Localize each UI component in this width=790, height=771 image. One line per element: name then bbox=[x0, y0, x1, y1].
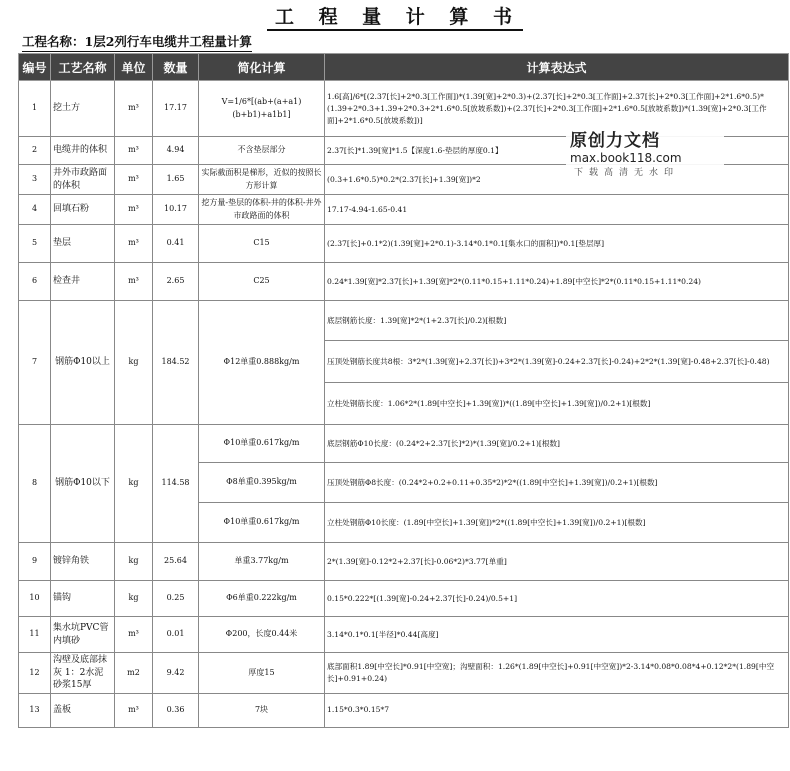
cell-name: 锚钩 bbox=[51, 581, 115, 617]
table-row bbox=[19, 617, 789, 653]
cell-no: 9 bbox=[19, 543, 51, 581]
table-row bbox=[19, 301, 789, 341]
cell-name: 盖板 bbox=[51, 693, 115, 727]
cell-unit: m³ bbox=[115, 225, 153, 263]
cell-no: 6 bbox=[19, 263, 51, 301]
cell-unit: m³ bbox=[115, 81, 153, 137]
cell-name: 电缆井的体积 bbox=[51, 137, 115, 165]
cell-name: 回填石粉 bbox=[51, 195, 115, 225]
cell-simple: 单重3.77kg/m bbox=[199, 543, 325, 581]
watermark-brand: 原创力文档 bbox=[570, 131, 660, 151]
cell-expr: 17.17-4.94-1.65-0.41 bbox=[325, 195, 789, 225]
cell-qty: 184.52 bbox=[153, 301, 199, 425]
cell-expr: (2.37[长]+0.1*2)(1.39[宽]+2*0.1)-3.14*0.1*0.1[集水口的面积])*0.1[垫层厚] bbox=[325, 225, 789, 263]
header-expr: 计算表达式 bbox=[325, 54, 789, 81]
watermark-url: max.book118.com bbox=[570, 151, 682, 165]
cell-qty: 1.65 bbox=[153, 165, 199, 195]
cell-unit: kg bbox=[115, 301, 153, 425]
header-name: 工艺名称 bbox=[51, 54, 115, 81]
cell-no: 3 bbox=[19, 165, 51, 195]
cell-name: 镀锌角铁 bbox=[51, 543, 115, 581]
cell-unit: m2 bbox=[115, 653, 153, 694]
table-row bbox=[19, 225, 789, 263]
header-unit: 单位 bbox=[115, 54, 153, 81]
cell-no: 2 bbox=[19, 137, 51, 165]
cell-expr: 0.15*0.222*[(1.39[宽]-0.24+2.37[长]-0.24)/0.5+1] bbox=[325, 581, 789, 617]
cell-unit: kg bbox=[115, 425, 153, 543]
cell-expr: 3.14*0.1*0.1[半径]*0.44[高度] bbox=[325, 617, 789, 653]
cell-expr: 立柱处钢筋长度：1.06*2*(1.89[中空长]+1.39[宽])*((1.89[中空长]+1.39[宽])/0.2+1)[根数] bbox=[325, 383, 789, 425]
cell-unit: m³ bbox=[115, 195, 153, 225]
cell-simple: Φ12单重0.888kg/m bbox=[199, 301, 325, 425]
cell-simple: V=1/6*[(ab+(a+a1)(b+b1)+a1b1] bbox=[199, 81, 325, 137]
cell-simple: Φ10单重0.617kg/m bbox=[199, 503, 325, 543]
cell-simple: Φ6单重0.222kg/m bbox=[199, 581, 325, 617]
cell-simple: Φ8单重0.395kg/m bbox=[199, 463, 325, 503]
cell-unit: kg bbox=[115, 581, 153, 617]
cell-unit: m³ bbox=[115, 617, 153, 653]
cell-no: 13 bbox=[19, 693, 51, 727]
table-row bbox=[19, 653, 789, 694]
cell-simple: 挖方量-垫层的体积-井的体积-井外市政路面的体积 bbox=[199, 195, 325, 225]
cell-expr: 立柱处钢筋Φ10长度：(1.89[中空长]+1.39[宽])*2*((1.89[中空长]+1.39[宽])/0.2+1)[根数] bbox=[325, 503, 789, 543]
table-row bbox=[19, 581, 789, 617]
cell-no: 11 bbox=[19, 617, 51, 653]
cell-name: 钢筋Φ10以上 bbox=[51, 301, 115, 425]
cell-unit: kg bbox=[115, 543, 153, 581]
cell-expr: 底层钢筋长度：1.39[宽]*2*(1+2.37[长]/0.2)[根数] bbox=[325, 301, 789, 341]
watermark-tagline: 下载高清无水印 bbox=[574, 168, 680, 178]
cell-name: 钢筋Φ10以下 bbox=[51, 425, 115, 543]
cell-simple: C25 bbox=[199, 263, 325, 301]
header-no: 编号 bbox=[19, 54, 51, 81]
cell-qty: 4.94 bbox=[153, 137, 199, 165]
cell-expr: 2.37[长]*1.39[宽]*1.5【深度1.6-垫层的厚度0.1】 bbox=[325, 137, 789, 165]
cell-expr: 1.6[高]/6*[(2.37[长]+2*0.3[工作面])*(1.39[宽]+2*0.3)+(2.37[长]+2*0.3[工作面]+2.37[长]+2*0.3[工作面]+2*1.6*0.5)*(1.39+2*0.3+1.39+2*0.3+2*1.6*0.5[放坡系数])+(2.37[长]+2*0.3[工作面]+2*1.6*0.5[放坡系数])*(1.39[宽]+2*0.3[工作面]+2*1.6*0.5[放坡系数])] bbox=[325, 81, 789, 137]
table-row bbox=[19, 425, 789, 463]
cell-simple: 7块 bbox=[199, 693, 325, 727]
cell-expr: 压顶处钢筋长度共8根：3*2*(1.39[宽]+2.37[长])+3*2*(1.39[宽]-0.24+2.37[长]-0.24)+2*2*(1.39[宽]-0.48+2.37[长]-0.48) bbox=[325, 341, 789, 383]
cell-name: 挖土方 bbox=[51, 81, 115, 137]
table-row bbox=[19, 543, 789, 581]
cell-no: 12 bbox=[19, 653, 51, 694]
cell-name: 检查井 bbox=[51, 263, 115, 301]
cell-qty: 2.65 bbox=[153, 263, 199, 301]
cell-unit: m³ bbox=[115, 137, 153, 165]
cell-simple: 不含垫层部分 bbox=[199, 137, 325, 165]
table-row bbox=[19, 693, 789, 727]
cell-unit: m³ bbox=[115, 165, 153, 195]
cell-simple: 厚度15 bbox=[199, 653, 325, 694]
cell-expr: 1.15*0.3*0.15*7 bbox=[325, 693, 789, 727]
cell-no: 5 bbox=[19, 225, 51, 263]
cell-qty: 0.41 bbox=[153, 225, 199, 263]
cell-no: 1 bbox=[19, 81, 51, 137]
cell-name: 集水坑PVC管内填砂 bbox=[51, 617, 115, 653]
cell-unit: m³ bbox=[115, 693, 153, 727]
cell-no: 10 bbox=[19, 581, 51, 617]
cell-no: 7 bbox=[19, 301, 51, 425]
cell-qty: 25.64 bbox=[153, 543, 199, 581]
cell-simple: 实际截面积是梯形，近似的按照长方形计算 bbox=[199, 165, 325, 195]
cell-expr: 0.24*1.39[宽]*2.37[长]+1.39[宽]*2*(0.11*0.15+1.11*0.24)+1.89[中空长]*2*(0.11*0.15+1.11*0.24) bbox=[325, 263, 789, 301]
cell-name: 垫层 bbox=[51, 225, 115, 263]
table-row bbox=[19, 195, 789, 225]
cell-no: 4 bbox=[19, 195, 51, 225]
cell-unit: m³ bbox=[115, 263, 153, 301]
cell-qty: 0.01 bbox=[153, 617, 199, 653]
header-simple: 简化计算 bbox=[199, 54, 325, 81]
cell-qty: 9.42 bbox=[153, 653, 199, 694]
cell-expr: 2*(1.39[宽]-0.12*2+2.37[长]-0.06*2)*3.77[单重] bbox=[325, 543, 789, 581]
table-header-row bbox=[19, 54, 789, 81]
cell-qty: 0.25 bbox=[153, 581, 199, 617]
cell-qty: 0.36 bbox=[153, 693, 199, 727]
watermark bbox=[566, 124, 724, 180]
cell-simple: Φ200，长度0.44米 bbox=[199, 617, 325, 653]
cell-expr: 底部面积1.89[中空长]*0.91[中空宽]；沟壁面积：1.26*(1.89[中空长]+0.91[中空宽])*2-3.14*0.08*0.08*4+0.12*2*(1.89[中空长]+0.91+0.24) bbox=[325, 653, 789, 694]
header-qty: 数量 bbox=[153, 54, 199, 81]
cell-qty: 114.58 bbox=[153, 425, 199, 543]
cell-expr: 压顶处钢筋Φ8长度：(0.24*2+0.2+0.11+0.35*2)*2*((1.89[中空长]+1.39[宽])/0.2+1)[根数] bbox=[325, 463, 789, 503]
project-name: 工程名称：1层2列行车电缆井工程量计算 bbox=[22, 32, 252, 52]
cell-simple: Φ10单重0.617kg/m bbox=[199, 425, 325, 463]
cell-no: 8 bbox=[19, 425, 51, 543]
cell-qty: 10.17 bbox=[153, 195, 199, 225]
cell-name: 井外市政路面的体积 bbox=[51, 165, 115, 195]
cell-expr: (0.3+1.6*0.5)*0.2*(2.37[长]+1.39[宽])*2 bbox=[325, 165, 789, 195]
cell-expr: 底层钢筋Φ10长度：(0.24*2+2.37[长]*2)*(1.39[宽]/0.2+1)[根数] bbox=[325, 425, 789, 463]
cell-name: 沟壁及底部抹灰 1：2水泥砂浆15厚 bbox=[51, 653, 115, 694]
cell-simple: C15 bbox=[199, 225, 325, 263]
cell-qty: 17.17 bbox=[153, 81, 199, 137]
document-title: 工 程 量 计 算 书 bbox=[0, 2, 790, 29]
table-row bbox=[19, 263, 789, 301]
